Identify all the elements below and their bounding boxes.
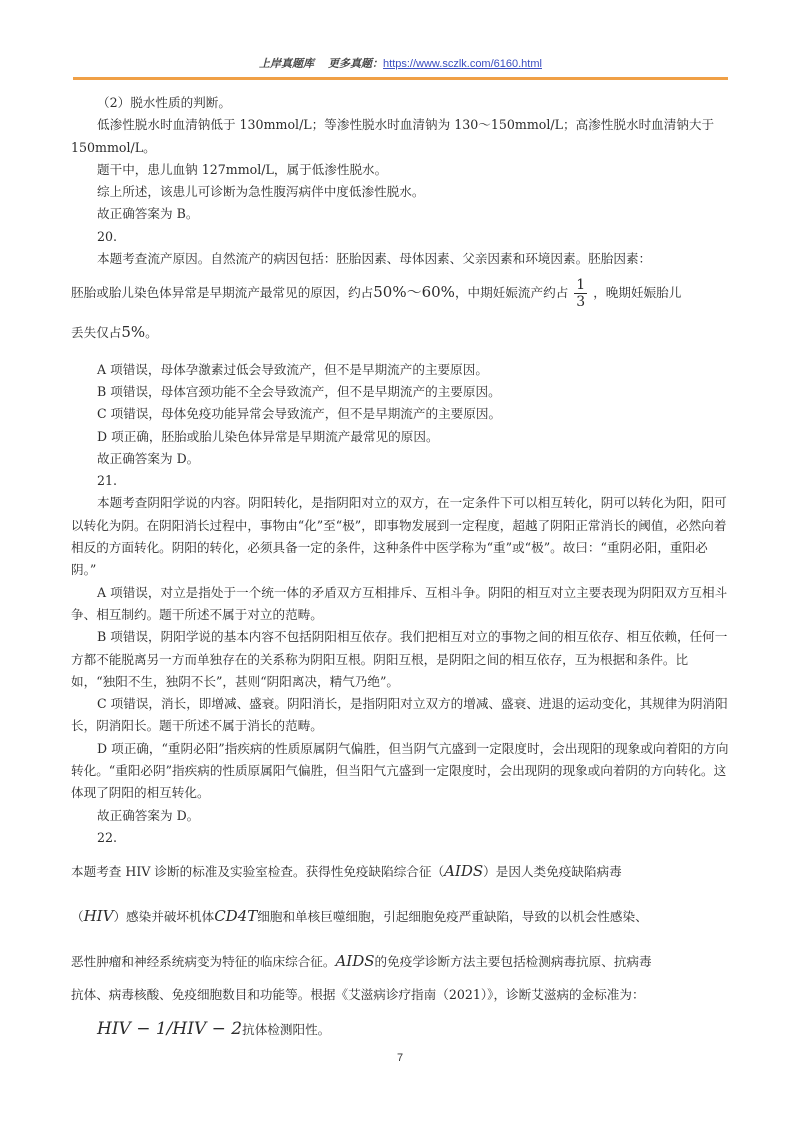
- paragraph: 低渗性脱水时血清钠低于 130mmol/L；等渗性脱水时血清钠为 130～150mmol/L；高渗性脱水时血清钠大于 150mmol/L。: [71, 117, 715, 155]
- answer-line: 故正确答案为 D。: [97, 807, 200, 823]
- page-header: [73, 55, 728, 80]
- text-span: 细胞和单核巨噬细胞，引起细胞免疫严重缺陷，导致的以机会性感染、: [257, 909, 648, 925]
- math-cd4t: CD4T: [214, 907, 258, 926]
- question-number: 22.: [97, 829, 118, 845]
- option-b: B 项错误，阴阳学说的基本内容不包括阴阳相互依存。我们把相互对立的事物之间的相互依存、相互依赖，任何一方都不能脱离另一方而单独存在的关系称为阴阳互根。阴阳互根，是阴阳之间的相互依存，互为根据和条件。比如，“独阳不生，独阴不长”，甚则“阴阳离决，精气乃绝”。: [71, 629, 728, 689]
- option-b: B 项错误，母体宫颈功能不全会导致流产，但不是早期流产的主要原因。: [97, 383, 501, 399]
- math-aids: AIDS: [335, 952, 375, 971]
- document-body: [71, 92, 729, 1052]
- paragraph: [71, 939, 729, 984]
- paragraph-with-fraction: [71, 270, 729, 315]
- percent-value: 50%～60%: [373, 283, 455, 302]
- paragraph: （2）脱水性质的判断。: [97, 95, 231, 110]
- paragraph: 题干中，患儿血钠 127mmol/L，属于低渗性脱水。: [97, 161, 388, 177]
- option-c: C 项错误，消长，即增减、盛衰。阴阳消长，是指阴阳对立双方的增减、盛衰、进退的运动变化，其规律为阴消阳长，阴消阳长。题干所述不属于消长的范畴。: [71, 696, 728, 734]
- math-aids: AIDS: [444, 862, 484, 881]
- question-number: 21.: [97, 473, 118, 489]
- paragraph: 本题考查流产原因。自然流产的病因包括：胚胎因素、母体因素、父亲因素和环境因素。胚胎因素：: [97, 251, 652, 267]
- paragraph: 抗体、病毒核酸、免疫细胞数目和功能等。根据《艾滋病诊疗指南（2021）》，诊断艾滋病的金标准为：: [71, 987, 645, 1003]
- text-span: ，中期妊娠流产约占: [454, 285, 569, 301]
- option-a: A 项错误，母体孕激素过低会导致流产，但不是早期流产的主要原因。: [97, 361, 488, 377]
- answer-line: 故正确答案为 D。: [97, 450, 200, 466]
- header-label: 更多真题：: [328, 58, 384, 70]
- header-link[interactable]: https://www.sczlk.com/6160.html: [383, 58, 542, 70]
- text-span: （: [71, 909, 84, 925]
- text-span: 胚胎或胎儿染色体异常是早期流产最常见的原因，约占: [71, 285, 374, 301]
- paragraph: [71, 1007, 729, 1052]
- option-d: D 项正确，胚胎或胎儿染色体异常是早期流产最常见的原因。: [97, 428, 439, 444]
- paragraph: 综上所述，该患儿可诊断为急性腹泻病伴中度低渗性脱水。: [97, 184, 425, 200]
- text-span: 恶性肿瘤和神经系统病变为特征的临床综合征。: [71, 954, 336, 970]
- fraction: [574, 277, 587, 310]
- math-hiv-test: HIV − 1/HIV − 2: [97, 1018, 243, 1039]
- option-a: A 项错误，对立是指处于一个统一体的矛盾双方互相排斥、互相斗争。阴阳的相互对立主要表现为阴阳双方互相斗争、相互制约。题干所述不属于对立的范畴。: [71, 584, 728, 622]
- answer-line: 故正确答案为 B。: [97, 206, 199, 222]
- header-brand: 上岸真题库: [259, 58, 315, 70]
- text-span: ）感染并破坏机体: [113, 909, 215, 925]
- option-d: D 项正确，“重阴必阳”指疾病的性质原属阴气偏胜，但当阴气亢盛到一定限度时，会出现阳的现象或向着阳的方向转化。“重阳必阴”指疾病的性质原属阳气偏胜，但当阳气亢盛到一定限度时，会出现阴的现象或向着阴的方向转化。这体现了阴阳的相互转化。: [71, 740, 729, 801]
- paragraph: 本题考查阴阳学说的内容。阴阳转化，是指阴阳对立的双方，在一定条件下可以相互转化，阴可以转化为阳，阳可以转化为阴。在阴阳消长过程中，事物由“化”至“极”，即事物发展到一定程度，超越了阴阳正常消长的阈值，必然向着相反的方面转化。阴阳的转化，必须具备一定的条件，这种条件中医学称为“重”或“极”。故曰：“重阴必阳，重阳必阴。”: [71, 495, 727, 578]
- text-span: ）是因人类免疫缺陷病毒: [483, 864, 622, 880]
- text-span: 本题考查 HIV 诊断的标准及实验室检查。获得性免疫缺陷综合征（: [71, 864, 445, 880]
- page-number: 7: [396, 1052, 404, 1064]
- text-span: 。: [145, 325, 158, 341]
- text-span: 丢失仅占: [71, 325, 122, 341]
- paragraph: [71, 894, 729, 939]
- paragraph: [71, 849, 729, 894]
- question-number: 20.: [97, 228, 118, 244]
- text-span: ，晚期妊娠胎儿: [593, 285, 682, 301]
- text-span: 抗体检测阳性。: [242, 1021, 331, 1037]
- option-c: C 项错误，母体免疫功能异常会导致流产，但不是早期流产的主要原因。: [97, 406, 502, 422]
- fraction-denominator: 3: [576, 294, 586, 311]
- percent-value: 5%: [121, 323, 146, 342]
- paragraph: [71, 321, 729, 344]
- fraction-numerator: 1: [576, 277, 586, 294]
- text-span: 的免疫学诊断方法主要包括检测病毒抗原、抗病毒: [374, 954, 652, 970]
- math-hiv: HIV: [83, 907, 114, 926]
